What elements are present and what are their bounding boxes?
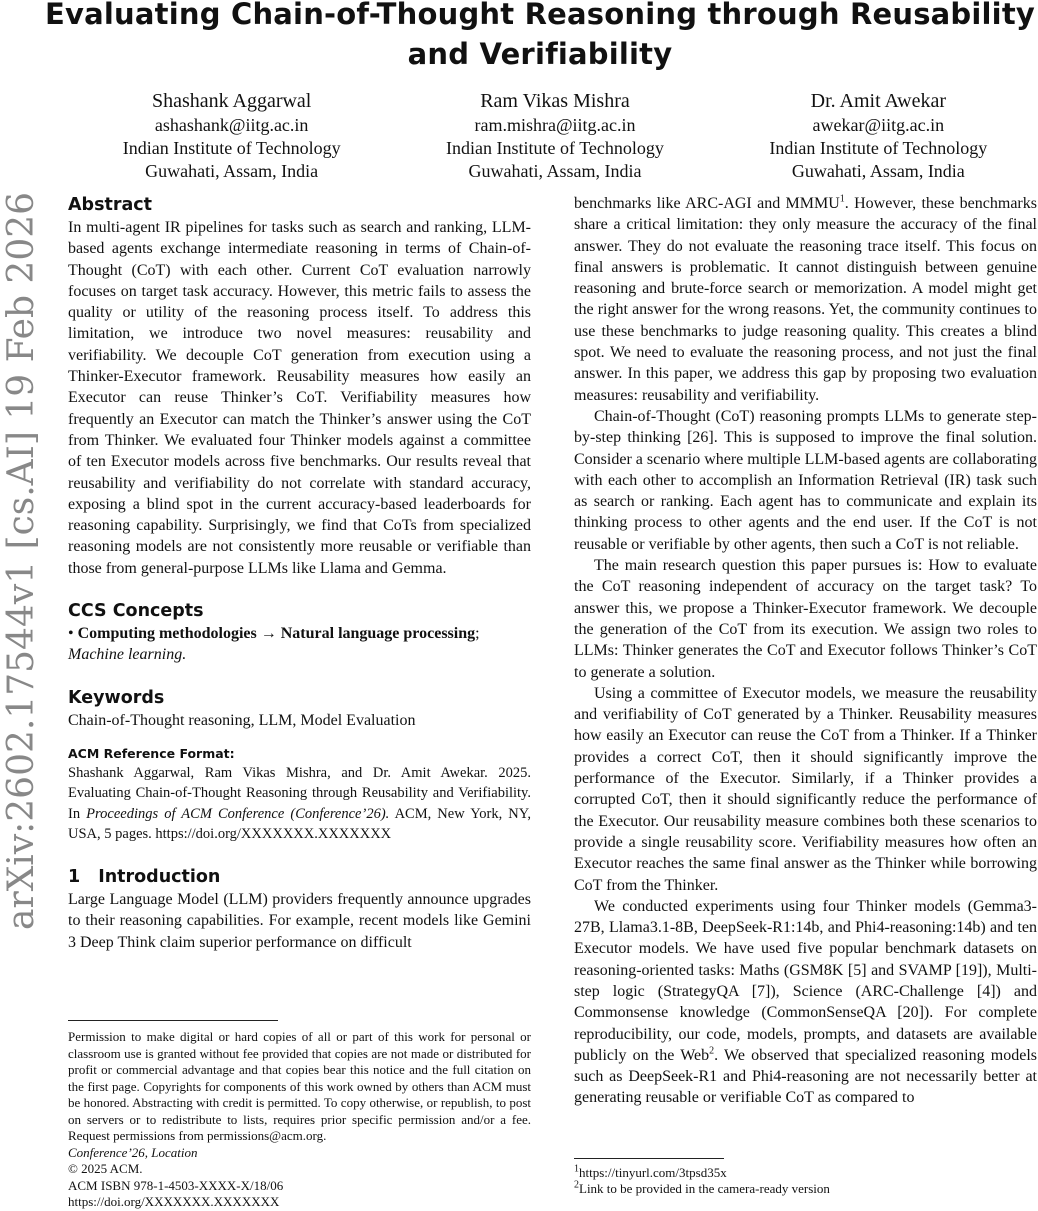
ccs-secondary: Machine learning. — [68, 646, 187, 664]
abstract-heading: Abstract — [68, 195, 153, 215]
ccs-heading: CCS Concepts — [68, 601, 204, 622]
author-location: Guwahati, Assam, India — [791, 161, 965, 181]
keywords-text: Chain-of-Thought reasoning, LLM, Model Evaluation — [68, 711, 416, 729]
permission-text: Permission to make digital or hard copies of all or part of this work for personal or classroom use is granted without fee provided that copies are not made or distributed for profit or commercial advantage and that copies bear this notice and the full citation on the first page. Copyrights for components of this work owned by others than ACM must be honored. Abstracting with credit is permitted. To copy otherwise, or republish, to post on servers or to redistribute to lists, requires prior specific permission and/or a fee. Request permissions from permissions@acm.org. — [68, 1029, 531, 1143]
author-1 — [70, 88, 393, 183]
author-affiliation: Indian Institute of Technology — [122, 138, 341, 158]
intro-paragraph-5 — [574, 896, 1037, 1109]
footnote-mark-2: 2 — [709, 1045, 715, 1057]
footnote-text: Link to be provided in the camera-ready version — [579, 1181, 830, 1196]
author-email: awekar@iitg.ac.in — [812, 115, 945, 135]
copyright: © 2025 ACM. — [68, 1161, 143, 1176]
right-column — [574, 193, 1037, 1109]
intro-paragraph-3: The main research question this paper pursues is: How to evaluate the CoT reasoning independent of accuracy on the target task? To answer this, we propose a Thinker-Executor framework. We decouple the generation of the CoT from its execution. We assign two roles to LLMs: Thinker generates the CoT and Executor follows Thinker’s CoT to generate a solution. — [574, 557, 1037, 681]
footnote-number: 2 — [574, 1179, 579, 1191]
isbn: ACM ISBN 978-1-4503-XXXX-X/18/06 — [68, 1177, 284, 1193]
paper-title: Evaluating Chain-of-Thought Reasoning through Reusability and Verifiability — [45, 0, 1035, 71]
footnote-mark-1: 1 — [839, 193, 845, 205]
ccs-primary: Computing methodologies → Natural language processing — [77, 625, 476, 643]
left-column — [68, 193, 531, 953]
author-email: ram.mishra@iitg.ac.in — [474, 115, 636, 135]
author-name: Shashank Aggarwal — [151, 90, 312, 112]
text-run: . We observed that specialized reasoning models such as DeepSeek-R1 and Phi4-reasoning are not necessarily better at generating reusable or verifiable CoT as compared to — [574, 1046, 1038, 1107]
intro-paragraph-1-cont — [574, 193, 1037, 406]
footnote-1 — [574, 1165, 1037, 1181]
acm-ref-venue: Proceedings of ACM Conference (Conference’26). — [86, 805, 390, 822]
footnote-rule — [574, 1158, 724, 1159]
ccs-concepts — [68, 623, 531, 666]
author-2 — [393, 88, 716, 183]
text-run: . However, these benchmarks share a critical limitation: they only measure the accuracy of the final answer. They do not evaluate the reasoning trace itself. This focus on final answers is problematic. It cannot distinguish between genuine reasoning and brute-force search or memorization. A model might get the right answer for the wrong reasons. Yet, the community continues to use these benchmarks to judge reasoning quality. This creates a blind spot. We need to evaluate the reasoning process, and not just the final answer. In this paper, we address this gap by proposing two evaluation measures: reusability and verifiability. — [574, 195, 1037, 404]
author-location: Guwahati, Assam, India — [468, 161, 642, 181]
text-run: benchmarks like ARC-AGI and MMMU — [574, 195, 840, 212]
permission-notice — [68, 1020, 531, 1211]
intro-heading — [68, 865, 531, 889]
abstract-text: In multi-agent IR pipelines for tasks such as search and ranking, LLM-based agents exchange intermediate reasoning in terms of Chain-of-Thought (CoT) with each other. Current CoT evaluation narrowly focuses on target task accuracy. However, this metric fails to assess the quality or utility of the reasoning process itself. To address this limitation, we introduce two novel measures: reusability and verifiability. We decouple CoT generation from execution using a Thinker-Executor framework. Reusability measures how easily an Executor can reuse Thinker’s CoT. Verifiability measures how frequently an Executor can match the Thinker’s answer using the CoT from Thinker. We evaluated four Thinker models against a committee of ten Executor models across five benchmarks. Our results reveal that reusability and verifiability do not correlate with standard accuracy, exposing a blind spot in the current accuracy-based leaderboards for reasoning capability. Surprisingly, we find that CoTs from specialized reasoning models are not consistently more reusable or verifiable than those from general-purpose LLMs like Llama and Gemma. — [68, 219, 531, 577]
footnote-text: https://tinyurl.com/3tpsd35x — [579, 1165, 727, 1180]
author-block — [70, 88, 1038, 183]
intro-paragraph-4: Using a committee of Executor models, we measure the reusability and verifiability of CoT generated by a Thinker. Reusability measures how easily an Executor can reuse the CoT from a Thinker. If a Thinker provides a correct CoT, then it should significantly improve the performance of the Executor. Similarly, if a Thinker provides a corrupted CoT, then it should significantly reduce the performance of the Executor. Our reusability measure combines both these scenarios to provide a single reusability score. Verifiability measures how often an Executor reaches the same final answer as the Thinker while borrowing CoT from the Thinker. — [574, 684, 1037, 894]
section-title: Introduction — [98, 866, 221, 887]
author-name: Ram Vikas Mishra — [480, 90, 630, 112]
footnote-rule — [68, 1020, 278, 1021]
author-name: Dr. Amit Awekar — [810, 90, 946, 112]
author-email: ashashank@iitg.ac.in — [154, 115, 309, 135]
doi: https://doi.org/XXXXXXX.XXXXXXX — [68, 1194, 280, 1209]
author-affiliation: Indian Institute of Technology — [446, 138, 664, 158]
author-affiliation: Indian Institute of Technology — [769, 138, 988, 158]
acm-ref-authors: Shashank Aggarwal, Ram Vikas Mishra, and Dr. Amit Awekar. 2025. Evaluating Chain-of-Thought Reasoning through Reusability and Verifiability. In — [68, 764, 531, 822]
footnote-number: 1 — [574, 1163, 579, 1175]
footnotes — [574, 1158, 1037, 1197]
intro-paragraph-2: Chain-of-Thought (CoT) reasoning prompts LLMs to generate step-by-step thinking [26]. This is supposed to improve the final solution. Consider a scenario where multiple LLM-based agents are collaborating with each other to accomplish an Information Retrieval (IR) task such as search or ranking. Each agent has to communicate and explain its thinking process to other agents and the end user. If the CoT is not reusable or verifiable by other agents, then such a CoT is not reliable. — [574, 407, 1037, 553]
author-location: Guwahati, Assam, India — [145, 161, 319, 181]
conference-location: Conference’26, Location — [68, 1144, 198, 1160]
footnote-2 — [574, 1181, 1037, 1197]
arxiv-stamp: arXiv:2602.17544v1 [cs.AI] 19 Feb 2026 — [1, 191, 42, 930]
text-run: We conducted experiments using four Thinker models (Gemma3-27B, Llama3.1-8B, DeepSeek-R1:14b, and Phi4-reasoning:14b) and ten Executor models. We have used five popular benchmark datasets on reasoning-oriented tasks: Maths (GSM8K [5] and SVAMP [19]), Multi-step logic (StrategyQA [7]), Science (ARC-Challenge [4]) and Commonsense knowledge (CommonSenseQA [20]). For complete reproducibility, our code, models, prompts, and datasets are available publicly on the Web — [574, 897, 1037, 1064]
ccs-bullet: • — [68, 625, 74, 643]
keywords-heading: Keywords — [68, 687, 165, 708]
acm-ref-heading: ACM Reference Format: — [68, 745, 235, 761]
acm-ref-body — [68, 763, 531, 845]
intro-paragraph-1: Large Language Model (LLM) providers frequently announce upgrades to their reasoning capabilities. For example, recent models like Gemini 3 Deep Think claim superior performance on difficult — [68, 890, 531, 951]
author-3 — [717, 88, 1038, 183]
ccs-separator: ; — [475, 625, 480, 643]
acm-ref-publisher: ACM, New York, NY, USA, 5 pages. https://doi.org/XXXXXXX.XXXXXXX — [68, 805, 531, 843]
section-number: 1 — [68, 866, 81, 887]
